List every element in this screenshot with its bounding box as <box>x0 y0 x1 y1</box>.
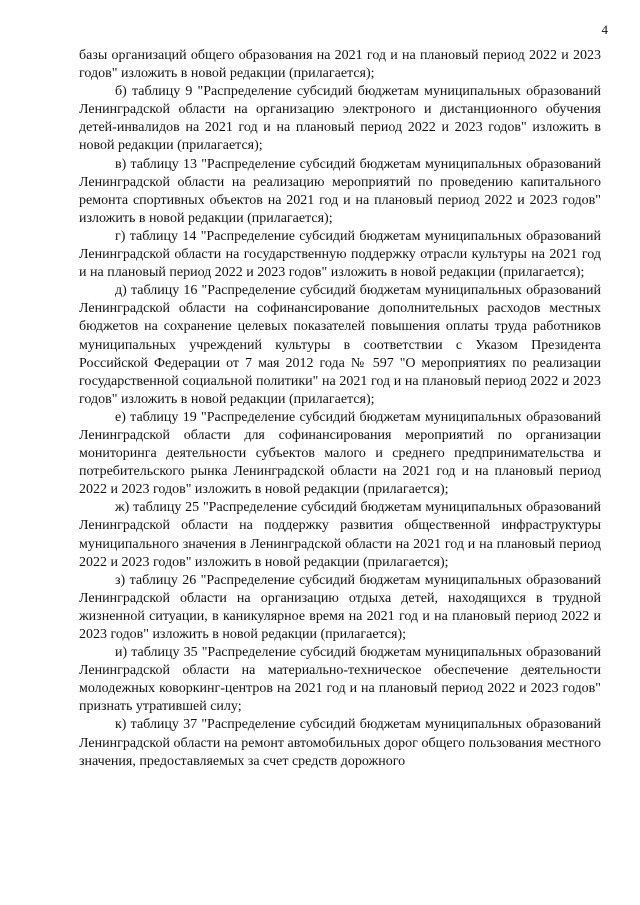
paragraph-continuation: базы организаций общего образования на 2021 год и на плановый период 2022 и 2023 годов" изложить в новой редакции (прилагается); <box>79 48 601 82</box>
paragraph-item-d: д) таблицу 16 "Распределение субсидий бюджетам муниципальных образований Ленинградской области на софинансирование дополнительных расходов местных бюджетов на сохранение целевых показателей повышения оплаты труда работников муниципальных учреждений культуры в соответствии с Указом Президента Российской Федерации от 7 мая 2012 года № 597 "О мероприятиях по реализации государственной социальной политики" на 2021 год и на плановый период 2022 и 2023 годов" изложить в новой редакции (прилагается); <box>79 283 601 407</box>
paragraph-item-b: б) таблицу 9 "Распределение субсидий бюджетам муниципальных образований Ленинградской области на организацию электроного и дистанционного обучения детей-инвалидов на 2021 год и на плановый период 2022 и 2023 годов" изложить в новой редакции (прилагается); <box>79 84 601 154</box>
document-body <box>79 47 601 771</box>
page-number: 4 <box>601 22 608 37</box>
paragraph-item-e: е) таблицу 19 "Распределение субсидий бюджетам муниципальных образований Ленинградской области для софинансирования мероприятий по организации мониторинга деятельности субъектов малого и среднего предпринимательства и потребительского рынка Ленинградской области на 2021 год и на плановый период 2022 и 2023 годов" изложить в новой редакции (прилагается); <box>79 409 601 498</box>
paragraph-item-i: и) таблицу 35 "Распределение субсидий бюджетам муниципальных образований Ленинградской области на материально-техническое обеспечение деятельности молодежных коворкинг-центров на 2021 год и на плановый период 2022 и 2023 годов" признать утратившей силу; <box>79 645 601 715</box>
paragraph-item-k: к) таблицу 37 "Распределение субсидий бюджетам муниципальных образований Ленинградской области на ремонт автомобильных дорог общего пользования местного значения, предоставляемых за счет средств дорожного <box>79 717 601 769</box>
paragraph-item-z: з) таблицу 26 "Распределение субсидий бюджетам муниципальных образований Ленинградской области на организацию отдыха детей, находящихся в трудной жизненной ситуации, в каникулярное время на 2021 год и на плановый период 2022 и 2023 годов" изложить в новой редакции (прилагается); <box>79 572 601 642</box>
paragraph-item-g: г) таблицу 14 "Распределение субсидий бюджетам муниципальных образований Ленинградской области на государственную поддержку отрасли культуры на 2021 год и на плановый период 2022 и 2023 годов" изложить в новой редакции (прилагается); <box>79 228 601 281</box>
paragraph-item-v: в) таблицу 13 "Распределение субсидий бюджетам муниципальных образований Ленинградской области на реализацию мероприятий по проведению капитального ремонта спортивных объектов на 2021 год и на плановый период 2022 и 2023 годов" изложить в новой редакции (прилагается); <box>79 156 601 226</box>
paragraph-item-zh: ж) таблицу 25 "Распределение субсидий бюджетам муниципальных образований Ленинградской области на поддержку развития общественной инфраструктуры муниципального значения в Ленинградской области на 2021 год и на плановый период 2022 и 2023 годов" изложить в новой редакции (прилагается); <box>79 500 601 570</box>
